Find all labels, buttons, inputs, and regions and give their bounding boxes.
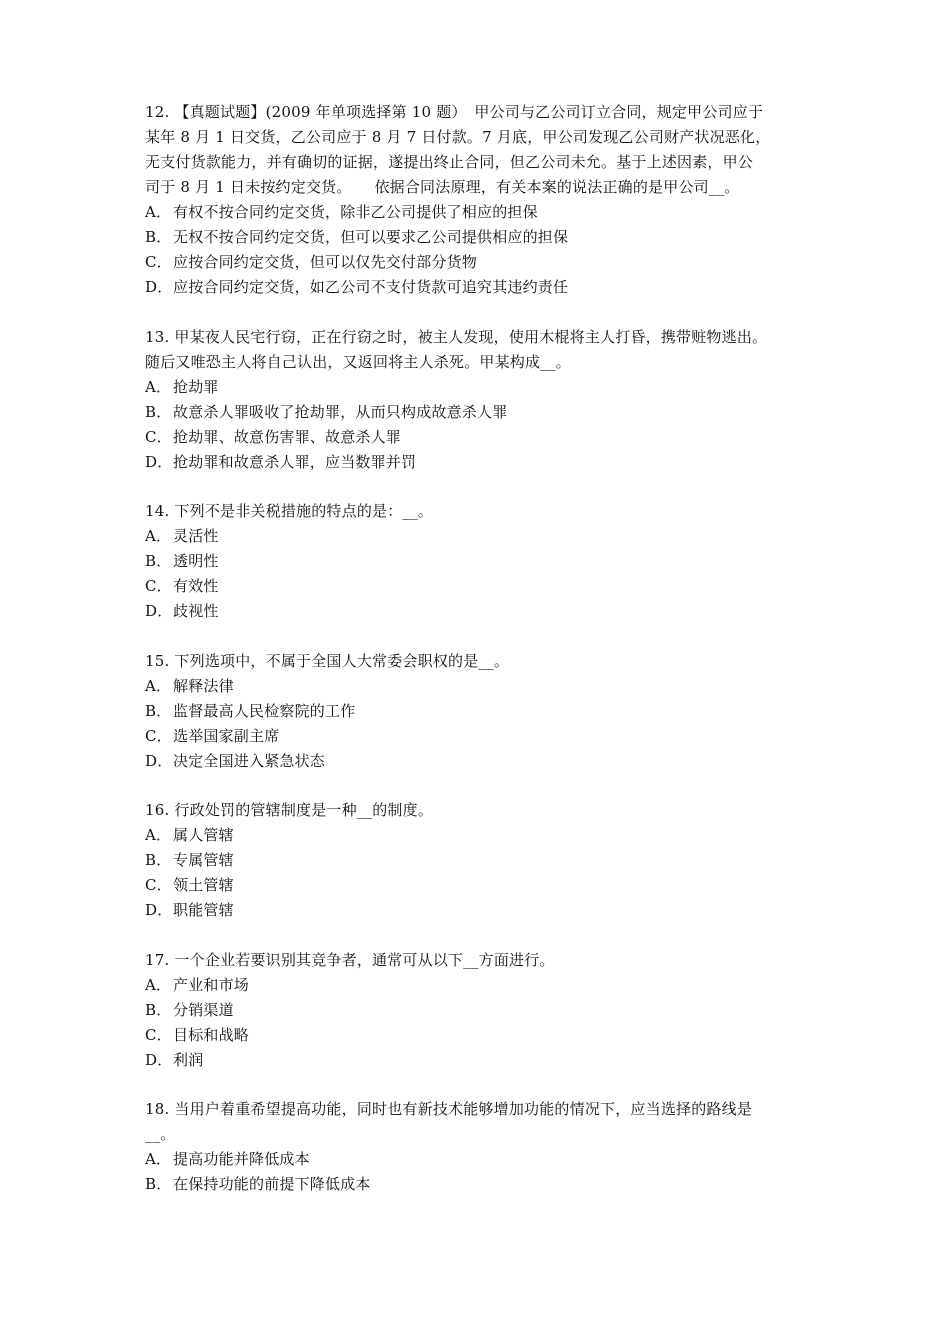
- option-text: 故意杀人罪吸收了抢劫罪，从而只构成故意杀人罪: [173, 402, 508, 421]
- question-stem-line: 17. 一个企业若要识别其竞争者，通常可从以下__方面进行。: [145, 950, 555, 969]
- option-text: 应按合同约定交货，如乙公司不支付货款可追究其违约责任: [173, 278, 569, 296]
- option-text: 分销渠道: [173, 1000, 234, 1019]
- question-14: [145, 499, 825, 624]
- question-stem-line: 16. 行政处罚的管辖制度是一种__的制度。: [145, 801, 434, 819]
- option-d: [145, 898, 825, 923]
- option-c: [145, 1023, 825, 1048]
- option-letter: B．: [145, 402, 172, 421]
- option-letter: C．: [145, 1025, 172, 1044]
- option-letter: B．: [145, 552, 172, 570]
- option-letter: D．: [145, 278, 173, 296]
- option-a: [145, 674, 825, 699]
- option-text: 专属管辖: [173, 851, 234, 869]
- option-text: 解释法律: [173, 676, 234, 695]
- option-c: [145, 574, 825, 599]
- option-text: 职能管辖: [173, 901, 234, 919]
- option-text: 目标和战略: [173, 1025, 250, 1044]
- option-letter: A．: [145, 975, 172, 994]
- option-letter: A．: [145, 377, 172, 396]
- option-text: 歧视性: [173, 602, 219, 620]
- option-letter: C．: [145, 876, 172, 894]
- option-text: 选举国家副主席: [173, 726, 280, 745]
- option-c: [145, 250, 825, 275]
- document-page: [145, 100, 825, 1222]
- option-letter: B．: [145, 851, 172, 869]
- option-text: 透明性: [173, 552, 219, 570]
- question-stem-line: __。: [145, 1125, 176, 1143]
- option-d: [145, 599, 825, 624]
- option-a: [145, 200, 825, 225]
- option-b: [145, 699, 825, 724]
- option-letter: A．: [145, 826, 172, 844]
- option-a: [145, 1147, 825, 1172]
- option-b: [145, 998, 825, 1023]
- question-13: [145, 325, 825, 475]
- question-stem-line: 18. 当用户着重希望提高功能，同时也有新技术能够增加功能的情况下，应当选择的路线是: [145, 1100, 753, 1118]
- option-letter: C．: [145, 726, 172, 745]
- option-b: [145, 848, 825, 873]
- option-letter: A．: [145, 1150, 172, 1168]
- question-stem-line: 无支付货款能力，并有确切的证据，遂提出终止合同，但乙公司未允。基于上述因素，甲公: [145, 153, 754, 171]
- option-d: [145, 749, 825, 774]
- question-stem-line: 司于 8 月 1 日未按约定交货。 依据合同法原理，有关本案的说法正确的是甲公司__。: [145, 178, 740, 196]
- option-text: 提高功能并降低成本: [173, 1150, 310, 1168]
- option-a: [145, 524, 825, 549]
- option-text: 监督最高人民检察院的工作: [173, 701, 356, 720]
- option-letter: B．: [145, 701, 172, 720]
- option-letter: C．: [145, 427, 172, 446]
- option-c: [145, 724, 825, 749]
- option-d: [145, 275, 825, 300]
- option-text: 抢劫罪、故意伤害罪、故意杀人罪: [173, 427, 402, 446]
- option-letter: D．: [145, 602, 173, 620]
- option-letter: A．: [145, 527, 172, 545]
- option-letter: B．: [145, 1175, 172, 1193]
- option-letter: A．: [145, 203, 172, 221]
- option-text: 有权不按合同约定交货，除非乙公司提供了相应的担保: [173, 203, 538, 221]
- question-stem-line: 随后又唯恐主人将自己认出，又返回将主人杀死。甲某构成__。: [145, 352, 571, 371]
- option-letter: B．: [145, 1000, 172, 1019]
- option-b: [145, 400, 825, 425]
- option-text: 抢劫罪: [173, 377, 219, 396]
- option-letter: D．: [145, 1050, 173, 1069]
- option-b: [145, 225, 825, 250]
- question-12: [145, 100, 825, 300]
- option-text: 属人管辖: [173, 826, 234, 844]
- option-b: [145, 549, 825, 574]
- question-16: [145, 798, 825, 923]
- question-stem-line: 12. 【真题试题】(2009 年单项选择第 10 题） 甲公司与乙公司订立合同，规定甲公司应于: [145, 103, 764, 121]
- option-text: 决定全国进入紧急状态: [173, 751, 326, 770]
- option-text: 有效性: [173, 577, 219, 595]
- option-letter: D．: [145, 901, 173, 919]
- question-17: [145, 948, 825, 1073]
- option-text: 无权不按合同约定交货，但可以要求乙公司提供相应的担保: [173, 228, 569, 246]
- option-letter: C．: [145, 577, 172, 595]
- question-15: [145, 649, 825, 774]
- option-c: [145, 873, 825, 898]
- option-letter: D．: [145, 751, 173, 770]
- option-text: 抢劫罪和故意杀人罪，应当数罪并罚: [173, 452, 417, 471]
- option-d: [145, 450, 825, 475]
- option-text: 利润: [173, 1050, 204, 1069]
- option-text: 在保持功能的前提下降低成本: [173, 1175, 371, 1193]
- option-a: [145, 375, 825, 400]
- option-text: 应按合同约定交货，但可以仅先交付部分货物: [173, 253, 478, 271]
- option-b: [145, 1172, 825, 1197]
- option-c: [145, 425, 825, 450]
- question-stem-line: 13. 甲某夜人民宅行窃，正在行窃之时，被主人发现，使用木棍将主人打昏，携带赃物逃出。: [145, 327, 768, 346]
- option-letter: C．: [145, 253, 172, 271]
- question-stem-line: 14. 下列不是非关税措施的特点的是：__。: [145, 502, 434, 520]
- option-text: 灵活性: [173, 527, 219, 545]
- question-stem-line: 某年 8 月 1 日交货，乙公司应于 8 月 7 日付款。7 月底，甲公司发现乙公司财产状况恶化，: [145, 128, 771, 146]
- question-stem-line: 15. 下列选项中，不属于全国人大常委会职权的是__。: [145, 651, 510, 670]
- option-a: [145, 973, 825, 998]
- option-letter: B．: [145, 228, 172, 246]
- option-text: 领土管辖: [173, 876, 234, 894]
- option-text: 产业和市场: [173, 975, 250, 994]
- option-a: [145, 823, 825, 848]
- option-letter: A．: [145, 676, 172, 695]
- question-18: [145, 1097, 825, 1197]
- option-d: [145, 1048, 825, 1073]
- option-letter: D．: [145, 452, 173, 471]
